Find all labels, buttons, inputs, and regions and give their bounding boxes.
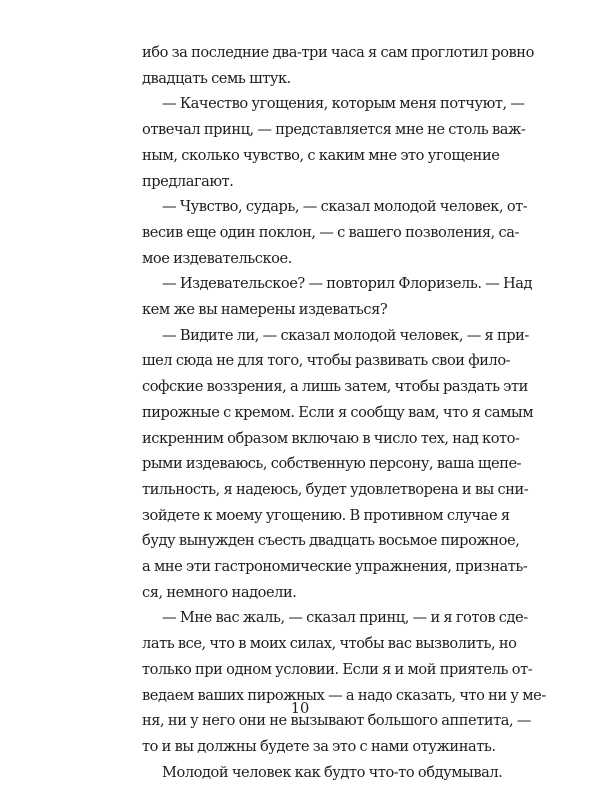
- text-line: — Издевательское? — повторил Флоризель. — Над: [162, 275, 533, 293]
- text-line: искренним образом включаю в число тех, над кото-: [142, 429, 520, 447]
- text-line: — Видите ли, — сказал молодой человек, — я при-: [162, 326, 529, 344]
- text-line: пирожные с кремом. Если я сообщу вам, что я самым: [142, 403, 534, 421]
- text-line: рыми издеваюсь, собственную персону, ваша щепе-: [142, 455, 522, 473]
- text-line: а мне эти гастрономические упражнения, признать-: [142, 558, 528, 576]
- text-line: тильность, я надеюсь, будет удовлетворена и вы сни-: [142, 480, 529, 498]
- text-line: двадцать семь штук.: [142, 69, 291, 87]
- text-line: ибо за последние два-три часа я сам проглотил ровно: [142, 44, 534, 61]
- text-line: отвечал принц, — представляется мне не столь важ-: [142, 121, 526, 139]
- text-line: буду вынужден съесть двадцать восьмое пирожное,: [142, 532, 520, 550]
- text-line: зойдете к моему угощению. В противном случае я: [142, 506, 510, 524]
- text-line: ся, немного надоели.: [142, 583, 297, 601]
- text-line: предлагают.: [142, 172, 234, 190]
- text-line: только при одном условии. Если я и мой приятель от-: [142, 660, 533, 678]
- text-line: — Чувство, сударь, — сказал молодой человек, от-: [162, 198, 528, 216]
- text-line: кем же вы намерены издеваться?: [142, 301, 388, 319]
- text-line: — Мне вас жаль, — сказал принц, — и я готов сде-: [162, 609, 528, 627]
- text-line: весив еще один поклон, — с вашего позволения, са-: [142, 223, 519, 241]
- text-line: ным, сколько чувство, с каким мне это угощение: [142, 146, 500, 164]
- text-line: шел сюда не для того, чтобы развивать свои фило-: [142, 352, 511, 370]
- text-line: Молодой человек как будто что-то обдумывал.: [162, 763, 503, 781]
- text-line: лать все, что в моих силах, чтобы вас вызволить, но: [142, 635, 517, 653]
- body-text: [142, 40, 546, 785]
- text-line: софские воззрения, а лишь затем, чтобы раздать эти: [142, 378, 528, 396]
- text-line: то и вы должны будете за это с нами отужинать.: [142, 737, 496, 755]
- text-line: — Качество угощения, которым меня потчуют, —: [162, 95, 525, 113]
- text-line: ня, ни у него они не вызывают большого аппетита, —: [142, 712, 532, 730]
- text-line: мое издевательское.: [142, 249, 292, 267]
- page-number: 10: [290, 700, 310, 717]
- text-line: ведаем ваших пирожных — а надо сказать, что ни у ме-: [142, 686, 546, 704]
